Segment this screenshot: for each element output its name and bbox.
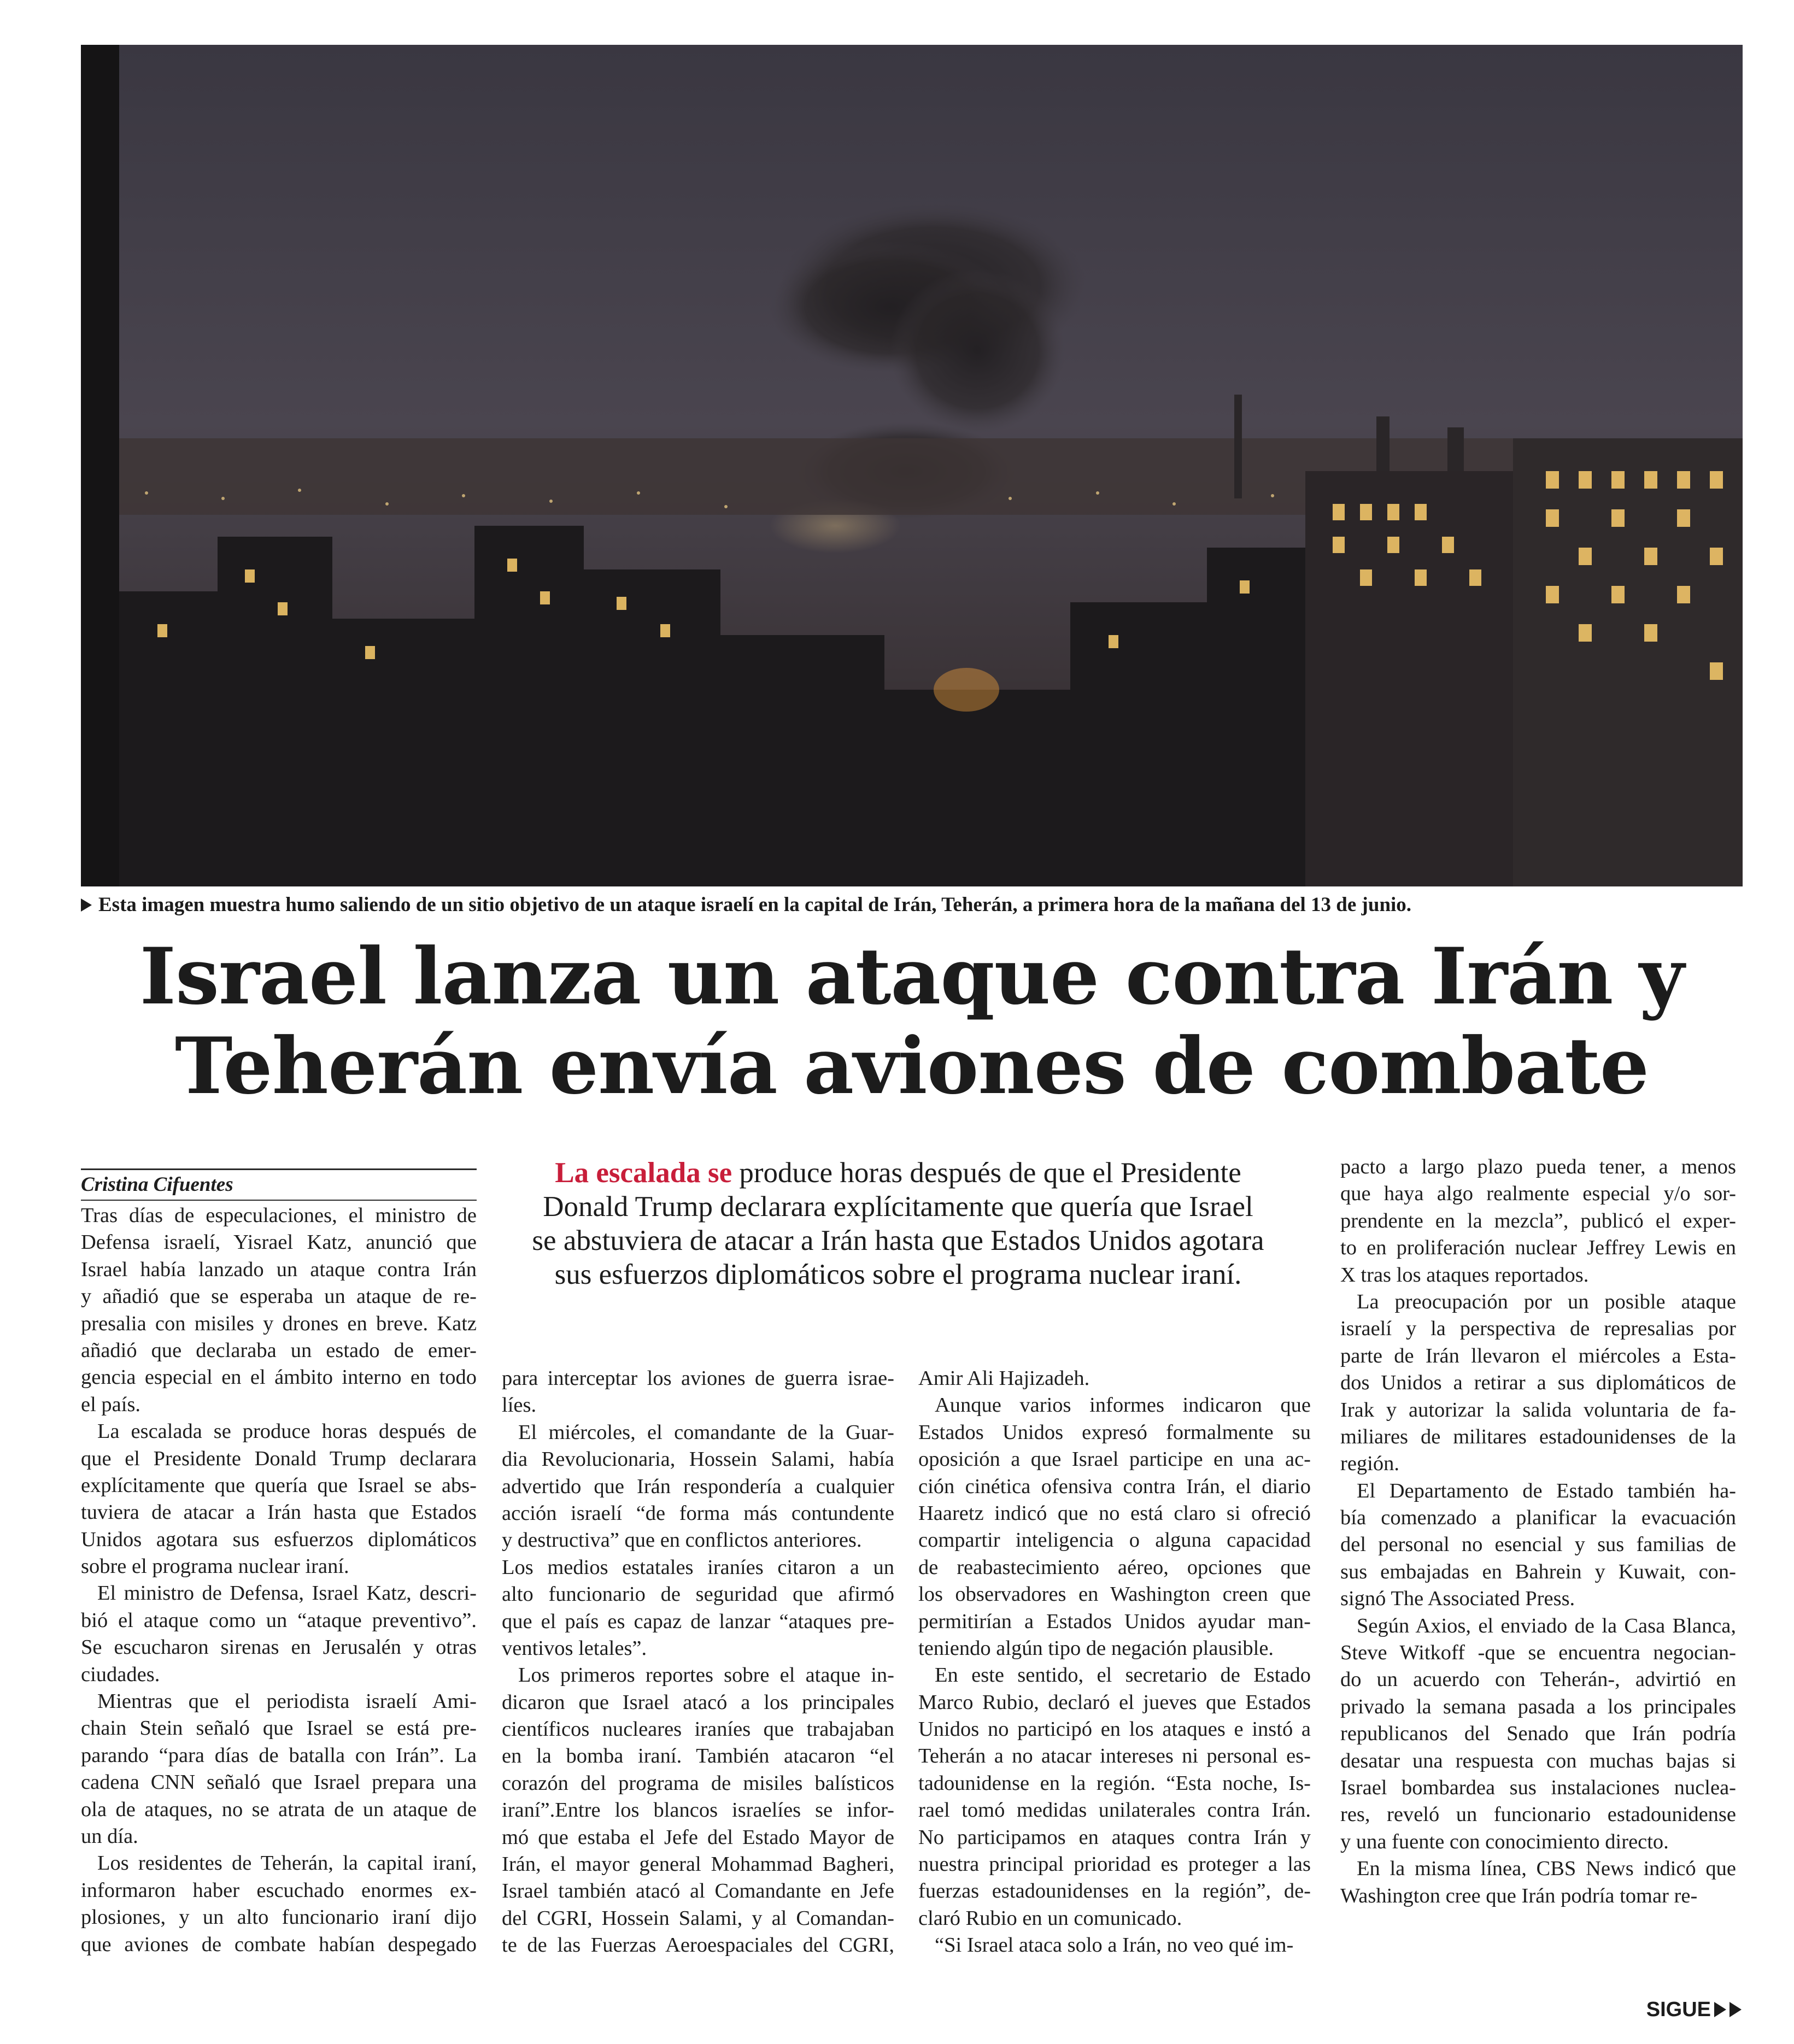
col3-line: Amir Ali Hajizadeh. [918,1367,1090,1390]
col2-line: Irán, el mayor general Mohammad Bagheri, [502,1853,894,1876]
pull-quote [502,1156,1294,1291]
col1-line: Israel había lanzado un ataque contra Irán [81,1258,477,1281]
col1-line: La escalada se produce horas después de [97,1420,477,1443]
col1-line: que el Presidente Donald Trump declarara [81,1447,477,1470]
col1-line: Defensa israelí, Yisrael Katz, anunció que [81,1231,477,1254]
col2-line: Los primeros reportes sobre el ataque in- [518,1664,894,1687]
col1-line: bió el ataque como un “ataque preventivo”. [81,1608,477,1632]
col4-line: do un acuerdo con Teherán-, advirtió en [1340,1668,1736,1691]
col2-line: corazón del programa de misiles balísticos [502,1771,894,1795]
col3-line: Estados Unidos expresó formalmente su [918,1420,1311,1444]
pull-quote-line-1 [502,1156,1294,1190]
col4-line: dos Unidos a retirar a sus diplomáticos de [1340,1371,1736,1395]
byline-box [81,1168,477,1201]
col2-line: te de las Fuerzas Aeroespaciales del CGRI, [502,1934,894,1957]
body-column-1 [81,1202,477,1958]
col1-line: ciudades. [81,1663,160,1686]
body-column-4 [1340,1154,1736,1910]
pull-quote-line-4: sus esfuerzos diplomáticos sobre el programa nuclear iraní. [554,1259,1242,1290]
col3-line: rael tomó medidas unilaterales contra Irán. [918,1799,1311,1822]
col3-line: permitirían a Estados Unidos ayudar man- [918,1610,1311,1633]
col1-line: añadió que declaraba un estado de emer- [81,1338,477,1362]
col4-line: Washington cree que Irán podría tomar re- [1340,1884,1698,1907]
col1-line: sobre el programa nuclear iraní. [81,1555,349,1578]
col2-line: ventivos letales”. [502,1636,647,1660]
headline [81,932,1743,1111]
col4-line: En la misma línea, CBS News indicó que [1357,1857,1736,1881]
col1-line: chain Stein señaló que Israel se está pre- [81,1717,477,1740]
col1-line: tuviera de atacar a Irán hasta que Estados [81,1501,477,1524]
caption-triangle-icon [81,898,92,912]
col3-line: compartir inteligencia o alguna capacidad [918,1529,1311,1552]
col1-line: Los residentes de Teherán, la capital iraní, [97,1852,477,1875]
col1-line: el país. [81,1393,141,1416]
col2-line: que el país es capaz de lanzar “ataques pre- [502,1610,894,1633]
col2-line: en la bomba iraní. También atacaron “el [502,1745,894,1768]
col1-line: Mientras que el periodista israelí Ami- [97,1690,477,1713]
byline: Cristina Cifuentes [81,1170,477,1201]
col1-line: gencia especial en el ámbito interno en todo [81,1366,477,1389]
col3-line: No participamos en ataques contra Irán y [918,1825,1311,1849]
col4-line: pacto a largo plazo pueda tener, a menos [1340,1155,1736,1178]
col4-line: El Departamento de Estado también ha- [1357,1479,1736,1502]
col2-line: del CGRI, Hossein Salami, y al Comandan- [502,1906,894,1930]
col3-line: de reabastecimiento aéreo, opciones que [918,1555,1311,1579]
col4-line: La preocupación por un posible ataque [1357,1290,1736,1313]
col4-line: to en proliferación nuclear Jeffrey Lewis en [1340,1236,1736,1260]
col4-line: privado la semana pasada a los principales [1340,1695,1736,1718]
col1-line: ola de ataques, no se atrata de un ataque de [81,1798,477,1821]
col3-line: fuerzas estadounidenses en la región”, de- [918,1879,1311,1903]
col3-line: oposición a que Israel participe en una ac- [918,1448,1311,1471]
col1-line: informaron haber escuchado enormes ex- [81,1878,477,1902]
col4-line: israelí y la perspectiva de represalias por [1340,1317,1736,1341]
caption-text: Esta imagen muestra humo saliendo de un sitio objetivo de un ataque israelí en la capital de Irán, Teherán, a primera hora de la mañana del 13 de junio. [98,894,1412,916]
col4-line: sus embajadas en Bahrein y Kuwait, con- [1340,1560,1736,1583]
pull-quote-line-2: Donald Trump declarara explícitamente que quería que Israel [543,1191,1253,1223]
body-column-2 [502,1365,894,1959]
col4-line: del personal no esencial y sus familias de [1340,1533,1736,1557]
pull-quote-line-1-rest: produce horas después de que el Presidente [732,1157,1241,1189]
col2-line: advertido que Irán respondería a cualquier [502,1475,894,1498]
col4-line: X tras los ataques reportados. [1340,1263,1589,1287]
news-photo [81,45,1743,886]
continue-arrow-icon-2 [1729,2002,1742,2017]
col2-line: científicos nucleares iraníes que trabajaban [502,1718,894,1741]
night-skyline-image [81,45,1743,886]
col1-line: un día. [81,1824,138,1848]
col1-line: cadena CNN señaló que Israel prepara una [81,1771,477,1794]
col3-line: En este sentido, el secretario de Estado [935,1664,1311,1687]
col3-line: Unidos no participó en los ataques e instó a [918,1718,1311,1741]
col4-line: prendente en la mezcla”, publicó el exper- [1340,1209,1736,1232]
col1-line: y añadió que se esperaba un ataque de re- [81,1285,477,1308]
col1-line: presalia con misiles y drones en breve. Katz [81,1312,477,1335]
col2-line: para interceptar los aviones de guerra israe- [502,1367,894,1390]
headline-line-2: Teherán envía aviones de combate [174,1021,1649,1112]
col2-line: El miércoles, el comandante de la Guar- [518,1420,894,1444]
col1-line: explícitamente que quería que Israel se abs- [81,1473,477,1497]
col4-line: desatar una respuesta con muchas bajas si [1340,1749,1736,1772]
col1-line: Se escucharon sirenas en Jerusalén y otras [81,1636,477,1659]
col1-line: parando “para días de batalla con Irán”. La [81,1743,477,1767]
col3-line: teniendo algún tipo de negación plausible. [918,1636,1274,1660]
col2-line: Israel también atacó al Comandante en Jefe [502,1879,894,1903]
col4-line: miliares de militares estadounidenses de la [1340,1425,1736,1448]
col1-line: El ministro de Defensa, Israel Katz, descri- [97,1582,477,1605]
col4-line: Irak y autorizar la salida voluntaria de fa- [1340,1398,1736,1422]
col2-line: y destructiva” que en conflictos anteriores. [502,1529,862,1552]
col3-line: ción cinética ofensiva contra Irán, el diario [918,1475,1311,1498]
col4-line: republicanos del Senado que Irán podría [1340,1722,1736,1746]
photo-caption [81,890,1743,920]
col4-line: res, reveló un funcionario estadounidense [1340,1803,1736,1826]
col2-line: dia Revolucionaria, Hossein Salami, había [502,1448,894,1471]
col2-line: dicaron que Israel atacó a los principales [502,1690,894,1714]
col4-line: Israel bombardea sus instalaciones nuclea- [1340,1776,1736,1799]
col2-line: líes. [502,1394,537,1417]
continue-arrow-icon [1714,2002,1726,2017]
pull-quote-line-3: se abstuviera de atacar a Irán hasta que Estados Unidos agotara [532,1225,1264,1256]
col2-line: iraní”.Entre los blancos israelíes se infor- [502,1799,894,1822]
continue-indicator [1646,1996,1742,2023]
col2-line: acción israelí “de forma más contundente [502,1501,894,1525]
col4-line: Steve Witkoff -que se encuentra negocian- [1340,1641,1736,1665]
col1-line: Unidos agotara sus esfuerzos diplomáticos [81,1528,477,1551]
col2-line: Los medios estatales iraníes citaron a un [502,1555,894,1579]
col3-line: los observadores en Washington creen que [918,1583,1311,1606]
col3-line: tadounidense en la región. “Esta noche, Is- [918,1771,1311,1795]
col4-line: parte de Irán llevaron el miércoles a Esta- [1340,1344,1736,1367]
col4-line: Según Axios, el enviado de la Casa Blanca, [1357,1614,1736,1637]
col3-line: claró Rubio en un comunicado. [918,1906,1182,1930]
col1-line: Tras días de especulaciones, el ministro de [81,1204,477,1227]
col2-line: alto funcionario de seguridad que afirmó [502,1583,894,1606]
col4-line: signó The Associated Press. [1340,1587,1575,1611]
col3-line: Teherán a no atacar intereses ni personal es- [918,1745,1311,1768]
col3-line: “Si Israel ataca solo a Irán, no veo qué im- [935,1934,1294,1957]
col1-line: que aviones de combate habían despegado [81,1933,477,1956]
col3-line: Aunque varios informes indicaron que [935,1394,1311,1417]
col4-line: que haya algo realmente especial y/o sor- [1340,1182,1736,1206]
col4-line: bía comenzado a planificar la evacuación [1340,1506,1736,1530]
continue-label: SIGUE [1646,1998,1711,2021]
body-column-3 [918,1365,1311,1959]
col3-line: Marco Rubio, declaró el jueves que Estados [918,1690,1311,1714]
col4-line: región. [1340,1452,1399,1476]
pull-quote-lead: La escalada se [555,1157,732,1189]
col3-line: Haaretz indicó que no está claro si ofreció [918,1501,1311,1525]
headline-line-1: Israel lanza un ataque contra Irán y [139,931,1684,1022]
col4-line: y una fuente con conocimiento directo. [1340,1830,1669,1853]
col2-line: mó que estaba el Jefe del Estado Mayor de [502,1825,894,1849]
col3-line: nuestra principal prioridad es proteger a las [918,1853,1311,1876]
col1-line: plosiones, y un alto funcionario iraní dijo [81,1906,477,1929]
